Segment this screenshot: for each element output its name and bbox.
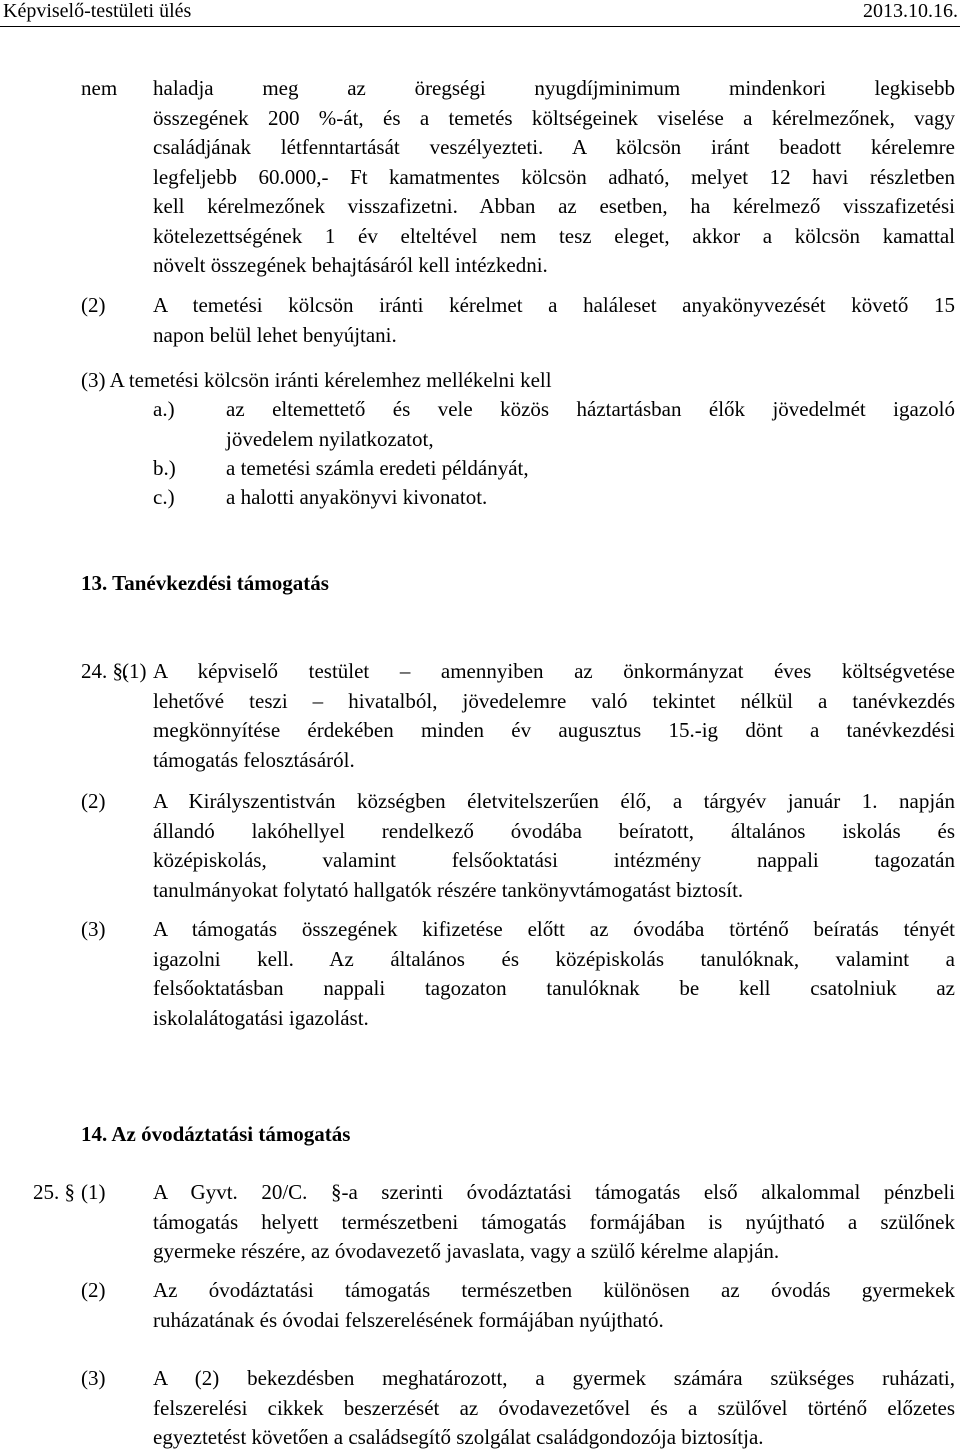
text-line: tanulmányokat folytató hallgatók részére tankönyvtámogatást biztosít. [153, 877, 744, 902]
s13-paragraph-3 [153, 915, 955, 1033]
page-header [0, 0, 960, 27]
text-line: A képviselő testület – amennyiben az önkormányzat éves költségvetése [153, 659, 955, 683]
list-item: a halotti anyakönyvi kivonatot. [226, 485, 488, 509]
paragraph-number: (2) [81, 1278, 106, 1302]
text-line: növelt összegének behajtásáról kell intézkedni. [153, 253, 548, 277]
s14-paragraph-2 [153, 1276, 955, 1335]
paragraph-number: (1) [122, 659, 147, 683]
section-heading: 14. Az óvodáztatási támogatás [81, 1122, 351, 1146]
text-line: legfeljebb 60.000,- Ft kamatmentes kölcsön adható, melyet 12 havi részletben [153, 164, 955, 189]
paragraph-number: (2) [81, 293, 106, 317]
text-line: napon belül lehet benyújtani. [153, 322, 397, 347]
text-line: kötelezettségének 1 év elteltével nem tesz eleget, akkor a kölcsön kamattal [153, 223, 955, 248]
text-line: A temetési kölcsön iránti kérelmet a haláleset anyakönyvezését követő 15 [153, 293, 955, 317]
list-item [226, 395, 955, 454]
text-line: középiskolás, valamint felsőoktatási intézmény nappali tagozatán [153, 848, 955, 872]
text-line: lehetővé teszi – hivatalból, jövedelemre való tekintet nélkül a tanévkezdés [153, 688, 955, 713]
s13-paragraph-2 [153, 787, 955, 905]
text-line: egyeztetést követően a családsegítő szolgálat családgondozója biztosítja. [153, 1425, 764, 1449]
text-line: A támogatás összegének kifizetése előtt az óvodába történő beíratás tényét [153, 917, 955, 941]
paragraph-number: (3) [81, 917, 106, 941]
list-letter: b.) [153, 456, 176, 480]
section-heading: 13. Tanévkezdési támogatás [81, 571, 329, 595]
s13-paragraph-1 [153, 657, 955, 775]
text-line: ruházatának és óvodai felszerelésének formájában nyújtható. [153, 1307, 664, 1332]
text-line: az eltemettető és vele közös háztartásban élők jövedelmét igazoló [226, 397, 955, 421]
text-line: Az óvodáztatási támogatás természetben különösen az óvodás gyermekek [153, 1278, 955, 1302]
text-line: A Gyvt. 20/C. §-a szerinti óvodáztatási támogatás első alkalommal pénzbeli [153, 1180, 955, 1204]
text-line: jövedelem nyilatkozatot, [226, 426, 434, 451]
header-title: Képviselő-testületi ülés [3, 0, 192, 22]
text-line: A Királyszentistván községben életvitelszerűen élő, a tárgyév január 1. napján [153, 789, 955, 813]
continued-lead-word: nem [81, 76, 118, 100]
text-line: A (2) bekezdésben meghatározott, a gyermek számára szükséges ruházati, [153, 1366, 955, 1390]
list-letter: c.) [153, 485, 175, 509]
paragraph-number: (2) [81, 789, 106, 813]
text-line: igazolni kell. Az általános és középiskolás tanulóknak, valamint a [153, 946, 955, 971]
section-sign: 25. § [33, 1180, 75, 1204]
text-line: felsőoktatásban nappali tagozaton tanulóknak be kell csatolniuk az [153, 976, 955, 1000]
paragraph-number: (1) [81, 1180, 106, 1204]
list-item: a temetési számla eredeti példányát, [226, 456, 529, 480]
section-sign: 24. §. [81, 659, 129, 683]
text-line: megkönnyítése érdekében minden év augusztus 15.-ig dönt a tanévkezdési [153, 718, 955, 742]
s14-paragraph-3 [153, 1364, 955, 1453]
text-line: támogatás felosztásáról. [153, 747, 355, 772]
text-line: felszerelési cikkek beszerzését az óvodavezetővel és a szülővel történő előzetes [153, 1395, 955, 1420]
paragraph-number: (3) [81, 1366, 106, 1390]
paragraph-3-intro: (3) A temetési kölcsön iránti kérelemhez mellékelni kell [81, 368, 552, 392]
text-line: támogatás helyett természetbeni támogatás formájában is nyújtható a szülőnek [153, 1209, 955, 1234]
text-line: haladja meg az öregségi nyugdíjminimum mindenkori legkisebb [153, 76, 955, 100]
text-line: kell kérelmezőnek visszafizetni. Abban az esetben, ha kérelmező visszafizetési [153, 194, 955, 218]
text-line: összegének 200 %-át, és a temetés költségeinek viselése a kérelmezőnek, vagy [153, 105, 955, 130]
text-line: gyermeke részére, az óvodavezető javaslata, vagy a szülő kérelme alapján. [153, 1239, 780, 1263]
text-line: iskolalátogatási igazolást. [153, 1005, 369, 1030]
s14-paragraph-1 [153, 1178, 955, 1267]
text-line: állandó lakóhellyel rendelkező óvodába beíratott, általános iskolás és [153, 818, 955, 843]
header-date: 2013.10.16. [863, 0, 958, 22]
continued-paragraph [153, 74, 955, 281]
text-line: családjának létfenntartását veszélyezteti. A kölcsön iránt beadott kérelemre [153, 135, 955, 159]
list-letter: a.) [153, 397, 175, 421]
paragraph-2 [153, 291, 955, 350]
